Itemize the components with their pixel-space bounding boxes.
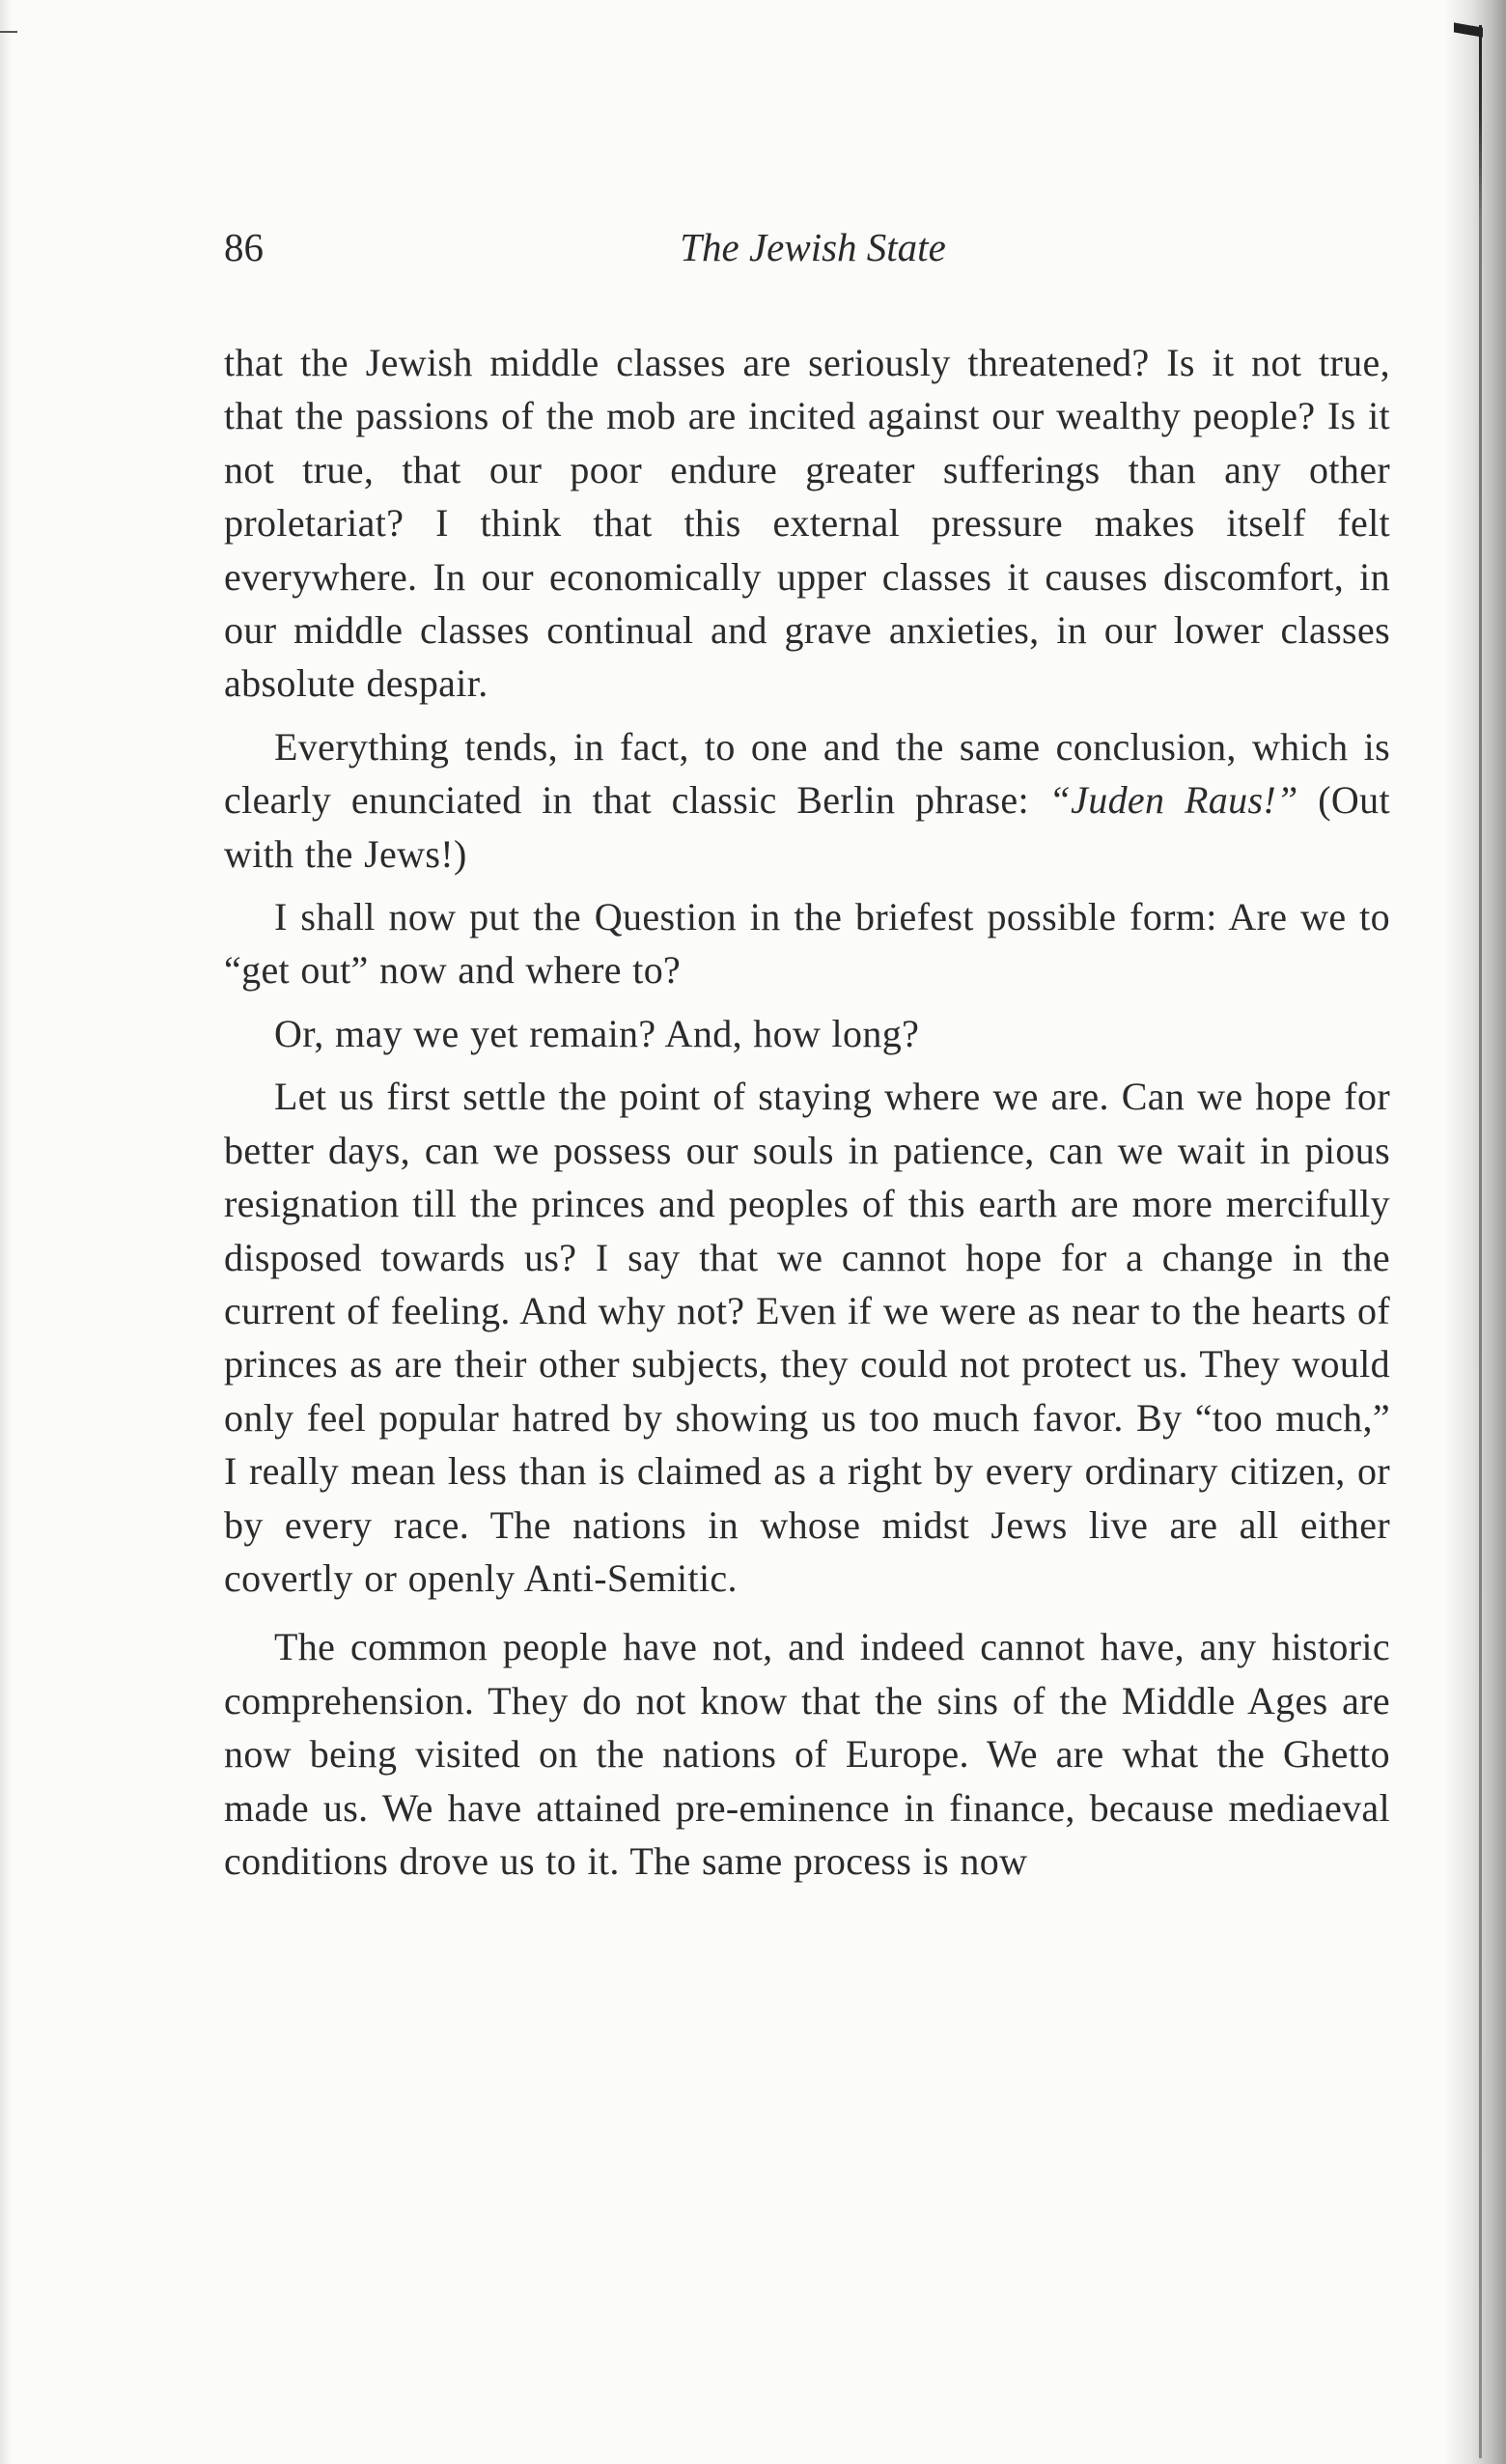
book-spine-edge [1479, 25, 1482, 2458]
page-number: 86 [224, 225, 264, 269]
paragraph-conclusion [224, 720, 1390, 881]
paragraph-continued: that the Jewish middle classes are seriously threatened? Is it not true, that the passions of the mob are incited against our wealthy people? Is it not true, that our poor endure greater sufferings than any other proletariat? I think that this external pressure makes itself felt everywhere. In our economically upper classes it causes discomfort, in our middle classes continual and grave anxieties, in our lower classes absolute despair. [224, 341, 1390, 706]
left-page-edge [0, 0, 12, 2464]
page-header [224, 220, 1390, 282]
scan-edge-mark [0, 31, 17, 33]
paragraph-remain: Or, may we yet remain? And, how long? [274, 1011, 920, 1055]
quoted-phrase: “Juden Raus!” [1048, 778, 1298, 823]
paragraph-text: Everything tends, in fact, to one and the same conclusion, which is clearly enunciated in that classic Berlin phrase: [224, 724, 1390, 823]
page-body [224, 336, 1390, 1888]
paragraph-text: (Out with the Jews!) [224, 778, 1390, 876]
binding-shadow [1444, 0, 1506, 2464]
paragraph-question: I shall now put the Question in the briefest possible form: Are we to “get out” now and where to? [224, 895, 1390, 993]
paragraph-staying: Let us first settle the point of staying where we are. Can we hope for better days, can we possess our souls in patience, can we wait in pious resignation till the princes and peoples of this earth are more mercifully disposed towards us? I say that we cannot hope for a change in the current of feeling. And why not? Even if we were as near to the hearts of princes as are their other subjects, they could not protect us. They would only feel popular hatred by showing us too much favor. By “too much,” I really mean less than is claimed as a right by every ordinary citizen, or by every race. The nations in whose midst Jews live are all either covertly or openly Anti-Semitic. [224, 1075, 1390, 1600]
running-title: The Jewish State [680, 225, 946, 269]
paragraph-common-people: The common people have not, and indeed cannot have, any historic comprehension. They do not know that the sins of the Middle Ages are now being visited on the nations of Europe. We are what the Ghetto made us. We have attained pre-eminence in finance, because mediaeval conditions drove us to it. The same process is now [224, 1625, 1390, 1883]
